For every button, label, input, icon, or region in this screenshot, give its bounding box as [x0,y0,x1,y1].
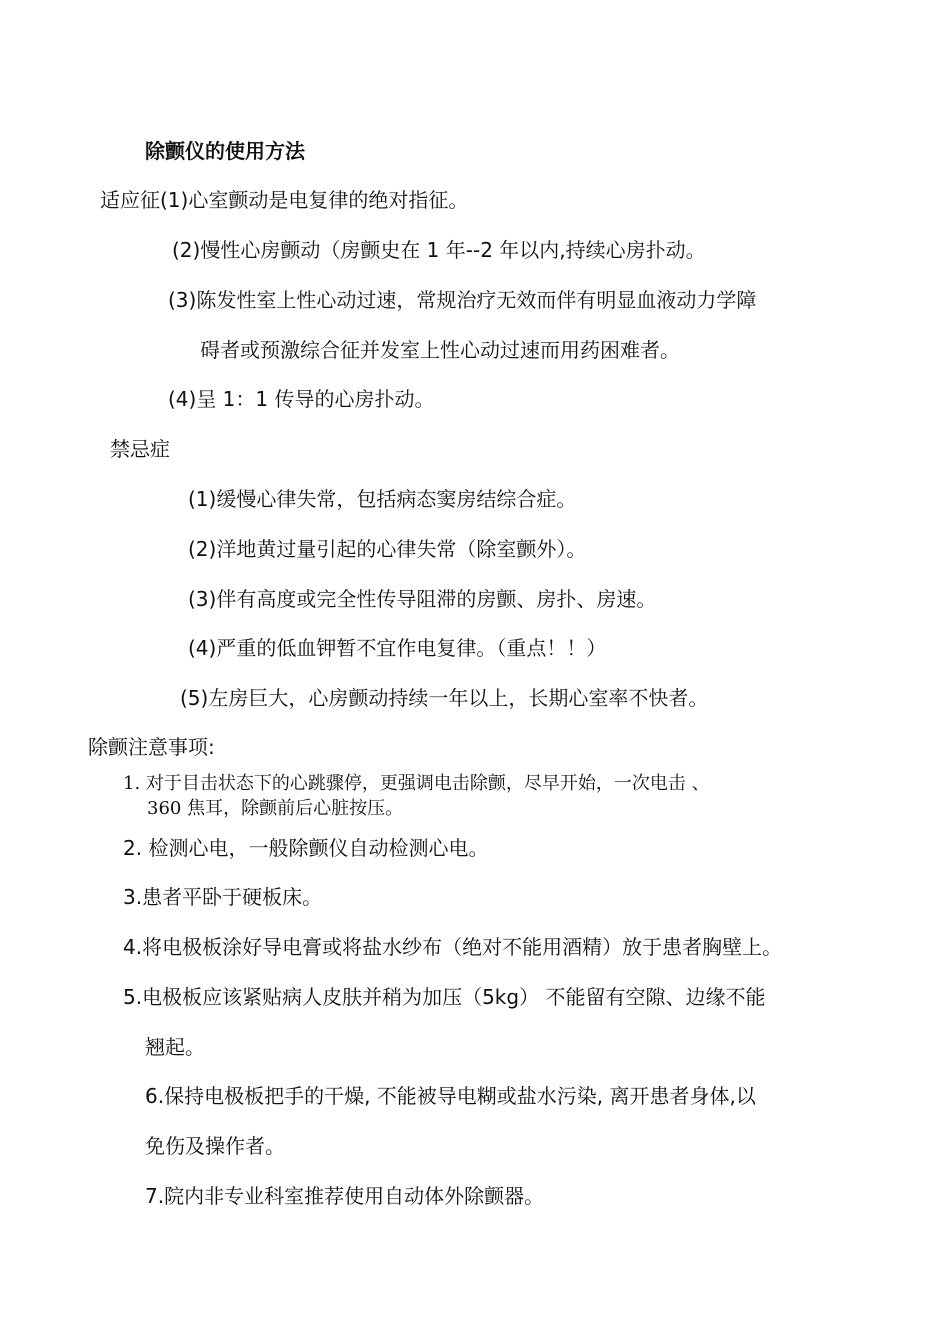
indication-line-3: (3)陈发性室上性心动过速，常规治疗无效而伴有明显血液动力学障 [168,288,757,312]
indication-line-1: 适应征(1)心室颤动是电复律的绝对指征。 [100,188,469,212]
precautions-heading: 除颤注意事项: [88,735,215,759]
contraindication-item-4: (4)严重的低血钾暂不宜作电复律。（重点！！） [188,636,607,660]
precaution-item-1-line-1: 1. 对于目击状态下的心跳骤停，更强调电击除颤，尽早开始，一次电击 、 [123,773,710,794]
indication-line-5: (4)呈 1：1 传导的心房扑动。 [168,387,435,411]
contraindications-heading: 禁忌症 [110,437,170,461]
indication-line-2: (2)慢性心房颤动（房颤史在 1 年--2 年以内,持续心房扑动。 [172,238,706,262]
indication-line-4: 碍者或预激综合征并发室上性心动过速而用药困难者。 [200,338,680,362]
precaution-item-4: 4.将电极板涂好导电膏或将盐水纱布（绝对不能用酒精）放于患者胸壁上。 [123,935,783,959]
precaution-item-2: 2. 检测心电，一般除颤仪自动检测心电。 [123,836,489,860]
contraindication-item-3: (3)伴有高度或完全性传导阻滞的房颤、房扑、房速。 [188,587,657,611]
precaution-item-7: 7.院内非专业科室推荐使用自动体外除颤器。 [145,1184,545,1208]
precaution-item-5-line-2: 翘起。 [145,1035,205,1059]
precaution-item-1-line-2: 360 焦耳，除颤前后心脏按压。 [147,798,404,819]
precaution-item-3: 3.患者平卧于硬板床。 [123,885,323,909]
page-title: 除颤仪的使用方法 [145,139,305,163]
precaution-item-6-line-2: 免伤及操作者。 [145,1134,285,1158]
contraindication-item-5: (5)左房巨大，心房颤动持续一年以上，长期心室率不快者。 [180,686,709,710]
precaution-item-6-line-1: 6.保持电极板把手的干燥, 不能被导电糊或盐水污染, 离开患者身体,以 [145,1084,756,1108]
contraindication-item-2: (2)洋地黄过量引起的心律失常（除室颤外）。 [188,537,587,561]
contraindication-item-1: (1)缓慢心律失常，包括病态窦房结综合症。 [188,487,577,511]
precaution-item-5-line-1: 5.电极板应该紧贴病人皮肤并稍为加压（5kg） 不能留有空隙、边缘不能 [123,985,766,1009]
